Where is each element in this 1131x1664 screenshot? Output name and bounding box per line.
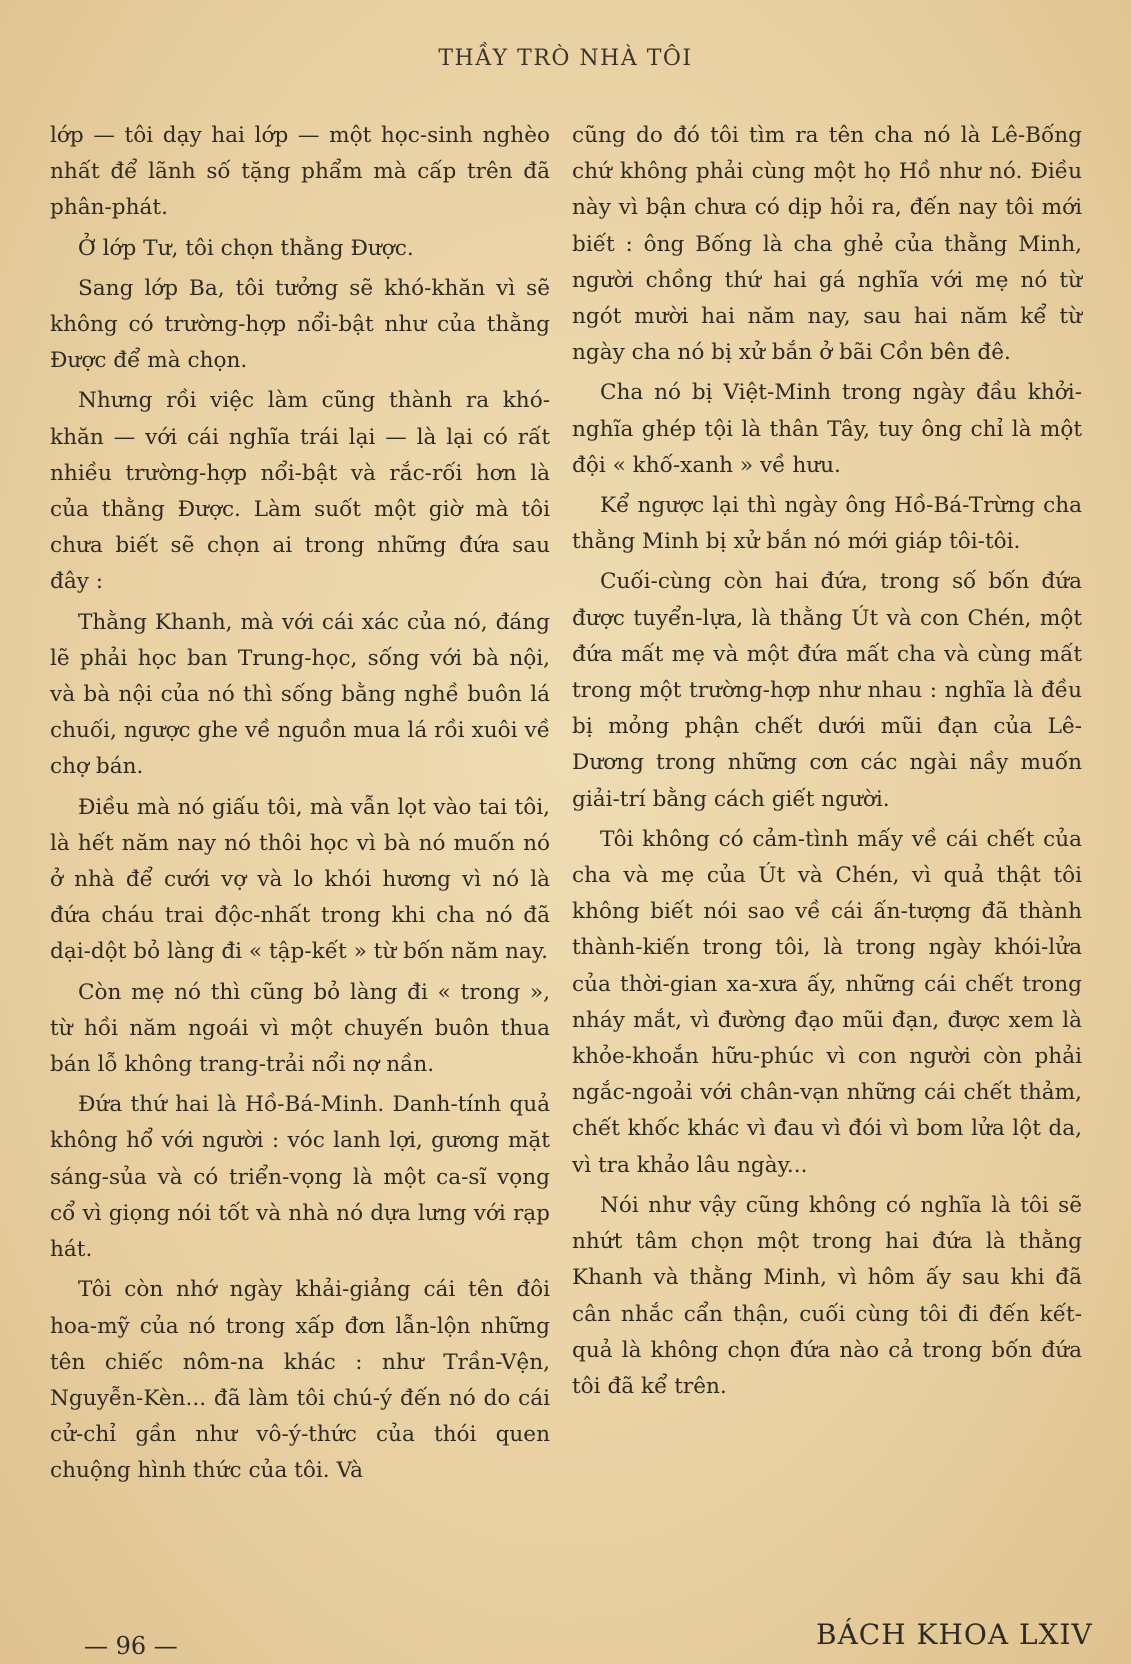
paragraph: Còn mẹ nó thì cũng bỏ làng đi « trong », từ hồi năm ngoái vì một chuyến buôn thua bán lỗ không trang-trải nổi nợ nần. xyxy=(50,979,550,1078)
paragraph: Tôi còn nhớ ngày khải-giảng cái tên đôi hoa-mỹ của nó trong xấp đơn lẫn-lộn những tên chiếc nôm-na khác : như Trần-Vện, Nguyễn-Kèn... đã làm tôi chú-ý đến nó do cái cử-chỉ gần như vô-ý-thức của thói quen chuộng hình thức của tôi. Và xyxy=(50,1277,550,1484)
page-number: — 96 — xyxy=(84,1632,178,1660)
paragraph: Cha nó bị Việt-Minh trong ngày đầu khởi-nghĩa ghép tội là thân Tây, tuy ông chỉ là một đội « khố-xanh » về hưu. xyxy=(572,380,1082,478)
paragraph: Ở lớp Tư, tôi chọn thằng Được. xyxy=(78,235,414,261)
paragraph: Nói như vậy cũng không có nghĩa là tôi sẽ nhứt tâm chọn một trong hai đứa là thằng Khanh và thằng Minh, vì hôm ấy sau khi đã cân nhắc cẩn thận, cuối cùng tôi đi đến kết-quả là không chọn đứa nào cả trong bốn đứa tôi đã kể trên. xyxy=(572,1192,1082,1399)
paragraph: Cuối-cùng còn hai đứa, trong số bốn đứa được tuyển-lựa, là thằng Út và con Chén, một đứa mất mẹ và một đứa mất cha và cùng mất trong một trường-hợp như nhau : nghĩa là đều bị mỏng phận chết dưới mũi đạn của Lê-Dương trong những cơn các ngài nầy muốn giải-trí bằng cách giết người. xyxy=(572,569,1082,812)
paragraph: cũng do đó tôi tìm ra tên cha nó là Lê-Bống chứ không phải cùng một họ Hồ như nó. Điều này vì bận chưa có dịp hỏi ra, đến nay tôi mới biết : ông Bống là cha ghẻ của thằng Minh, người chồng thứ hai gá nghĩa với mẹ nó từ ngót mười hai năm nay, sau hai năm kể từ ngày cha nó bị xử bắn ở bãi Cồn bên đê. xyxy=(572,123,1082,366)
magazine-name: BÁCH KHOA LXIV xyxy=(816,1618,1093,1651)
paragraph: Đứa thứ hai là Hồ-Bá-Minh. Danh-tính quả không hổ với người : vóc lanh lợi, gương mặt sáng-sủa và có triển-vọng là một ca-sĩ vọng cổ vì giọng nói tốt và nhà nó dựa lưng với rạp hát. xyxy=(50,1092,550,1263)
paragraph: Nhưng rồi việc làm cũng thành ra khó-khăn — với cái nghĩa trái lại — là lại có rất nhiều trường-hợp nổi-bật và rắc-rối hơn là của thằng Được. Làm suốt một giờ mà tôi chưa biết sẽ chọn ai trong những đứa sau đây : xyxy=(50,388,550,595)
paragraph: lớp — tôi dạy hai lớp — một học-sinh nghèo nhất để lãnh số tặng phẩm mà cấp trên đã phân-phát. xyxy=(50,123,550,221)
paragraph: Sang lớp Ba, tôi tưởng sẽ khó-khăn vì sẽ không có trường-hợp nổi-bật như của thằng Được để mà chọn. xyxy=(50,275,550,374)
right-text-column xyxy=(572,118,1082,1405)
page-header-title: THẦY TRÒ NHÀ TÔI xyxy=(438,46,693,71)
paragraph: Kể ngược lại thì ngày ông Hồ-Bá-Trừng cha thằng Minh bị xử bắn nó mới giáp tôi-tôi. xyxy=(572,493,1082,555)
paragraph: Điều mà nó giấu tôi, mà vẫn lọt vào tai tôi, là hết năm nay nó thôi học vì bà nó muốn nó ở nhà để cưới vợ và lo khói hương vì nó là đứa cháu trai độc-nhất trong khi cha nó đã dại-dột bỏ làng đi « tập-kết » từ bốn năm nay. xyxy=(50,794,550,965)
paragraph: Thằng Khanh, mà với cái xác của nó, đáng lẽ phải học ban Trung-học, sống với bà nội, và bà nội của nó thì sống bằng nghề buôn lá chuối, ngược ghe về nguồn mua lá rồi xuôi về chợ bán. xyxy=(50,609,550,780)
paragraph: Tôi không có cảm-tình mấy về cái chết của cha và mẹ của Út và Chén, vì quả thật tôi không biết nói sao về cái ấn-tượng đã thành thành-kiến trong tôi, là trong ngày khói-lửa của thời-gian xa-xưa ấy, những cái chết trong nháy mắt, vì đường đạo mũi đạn, được xem là khỏe-khoắn hữu-phúc vì con người còn phải ngắc-ngoải với chân-vạn những cái chết thảm, chết khốc khác vì đau vì đói vì bom lửa lột da, vì tra khảo lâu ngày... xyxy=(572,826,1082,1178)
left-text-column xyxy=(50,118,550,1490)
